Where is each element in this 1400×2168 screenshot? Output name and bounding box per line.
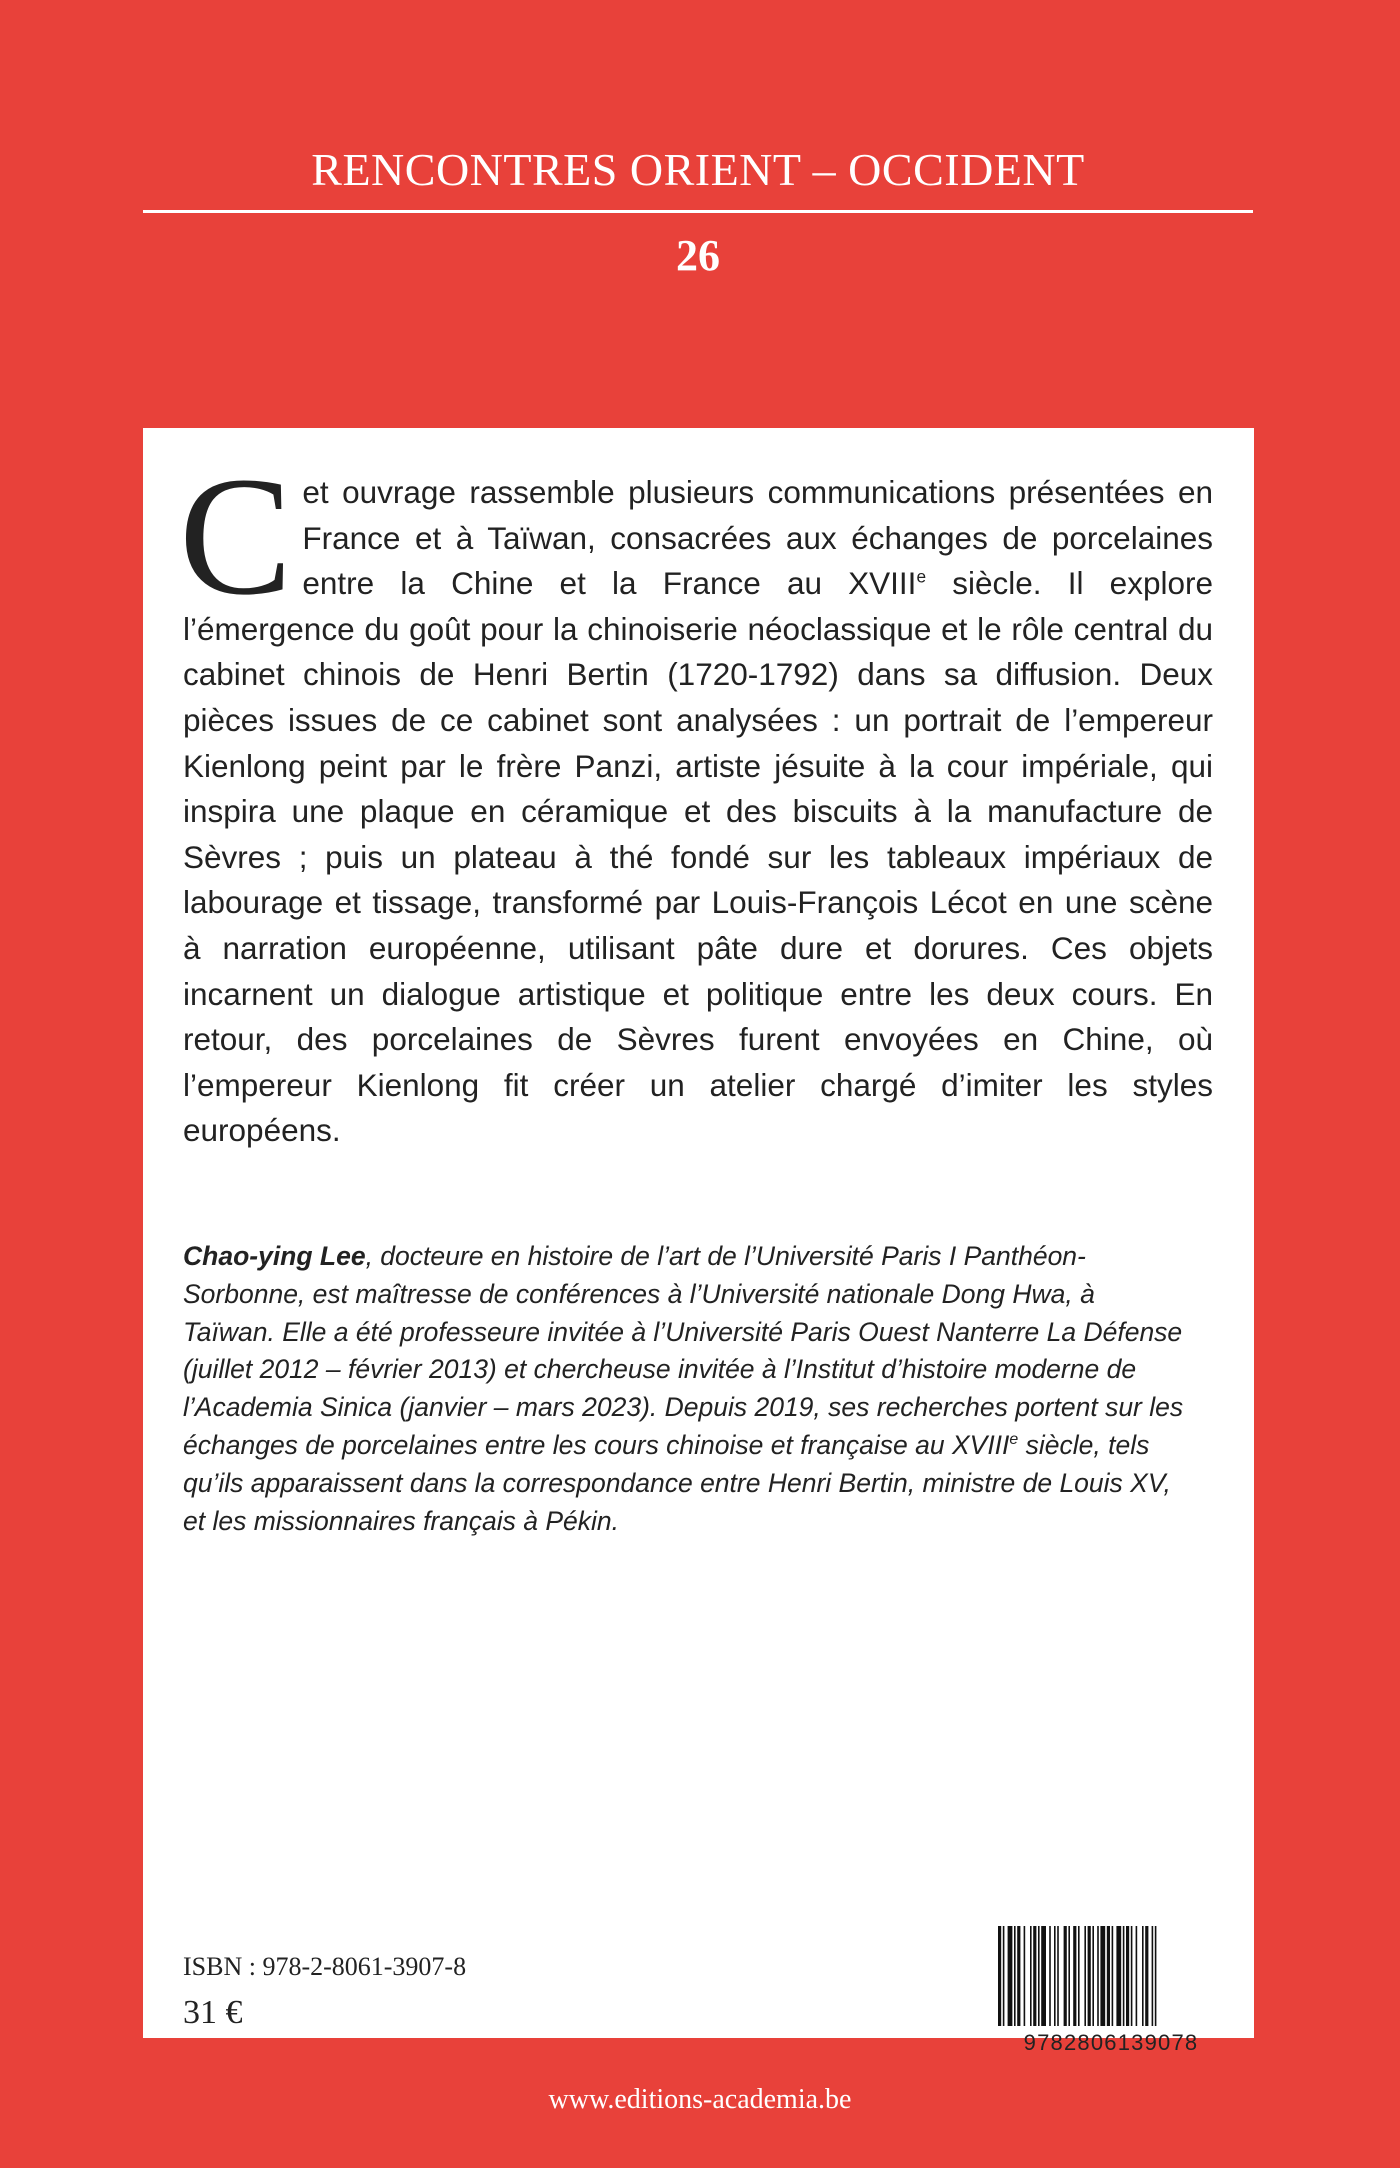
- author-name: Chao-ying Lee: [183, 1241, 366, 1271]
- description-text-part1: et ouvrage rassemble plusieurs communications présentées en France et à Taïwan, consacrées aux échanges de porcelaines entre la Chine et la France au XVIII: [302, 474, 1213, 602]
- superscript-e: e: [916, 566, 927, 587]
- book-description: [179, 442, 1213, 1154]
- author-bio-part2: siècle, tels qu’ils apparaissent dans la correspondance entre Henri Bertin, ministre de Louis XV, et les missionnaires français à Pékin.: [183, 1429, 1171, 1536]
- author-bio-part1: , docteure en histoire de l’art de l’Université Paris I Panthéon-Sorbonne, est maîtresse de conférences à l’Université nationale Dong Hwa, à Taïwan. Elle a été professeure invitée à l’Université Paris Ouest Nanterre La Défense (juillet 2012 – février 2013) et chercheuse invitée à l’Institut d’histoire moderne de l’Academia Sinica (janvier – mars 2023). Depuis 2019, ses recherches portent sur les échanges de porcelaines entre les cours chinoise et française au XVIII: [183, 1241, 1184, 1460]
- superscript-e: e: [1009, 1431, 1019, 1449]
- isbn: ISBN : 978-2-8061-3907-8: [183, 1952, 467, 1981]
- isbn-price-block: [183, 1950, 466, 2036]
- drop-cap: C: [179, 442, 293, 630]
- series-divider: [143, 210, 1253, 213]
- description-text-part2: siècle. Il explore l’émergence du goût pour la chinoiserie néoclassique et le rôle central du cabinet chinois de Henri Bertin (1720-1792) dans sa diffusion. Deux pièces issues de ce cabinet sont analysées : un portrait de l’empereur Kienlong peint par le frère Panzi, artiste jésuite à la cour impériale, qui inspira une plaque en céramique et des biscuits à la manufacture de Sèvres ; puis un plateau à thé fondé sur les tableaux impériaux de labourage et tissage, transformé par Louis-François Lécot en une scène à narration européenne, utilisant pâte dure et dorures. Ces objets incarnent un dialogue artistique et politique entre les deux cours. En retour, des porcelaines de Sèvres furent envoyées en Chine, où l’empereur Kienlong fit créer un atelier chargé d’imiter les styles européens.: [183, 565, 1213, 1149]
- back-cover-panel: [143, 428, 1254, 2055]
- author-bio: [183, 1238, 1193, 1540]
- series-number: 26: [676, 231, 720, 280]
- series-title: RENCONTRES ORIENT – OCCIDENT: [311, 144, 1085, 195]
- barcode-digits: 9782806139078: [1023, 2030, 1199, 2055]
- publisher-website[interactable]: www.editions-academia.be: [548, 2084, 852, 2115]
- price: 31 €: [183, 1994, 243, 2031]
- barcode-icon: [996, 1926, 1226, 2026]
- series-header: [143, 142, 1253, 281]
